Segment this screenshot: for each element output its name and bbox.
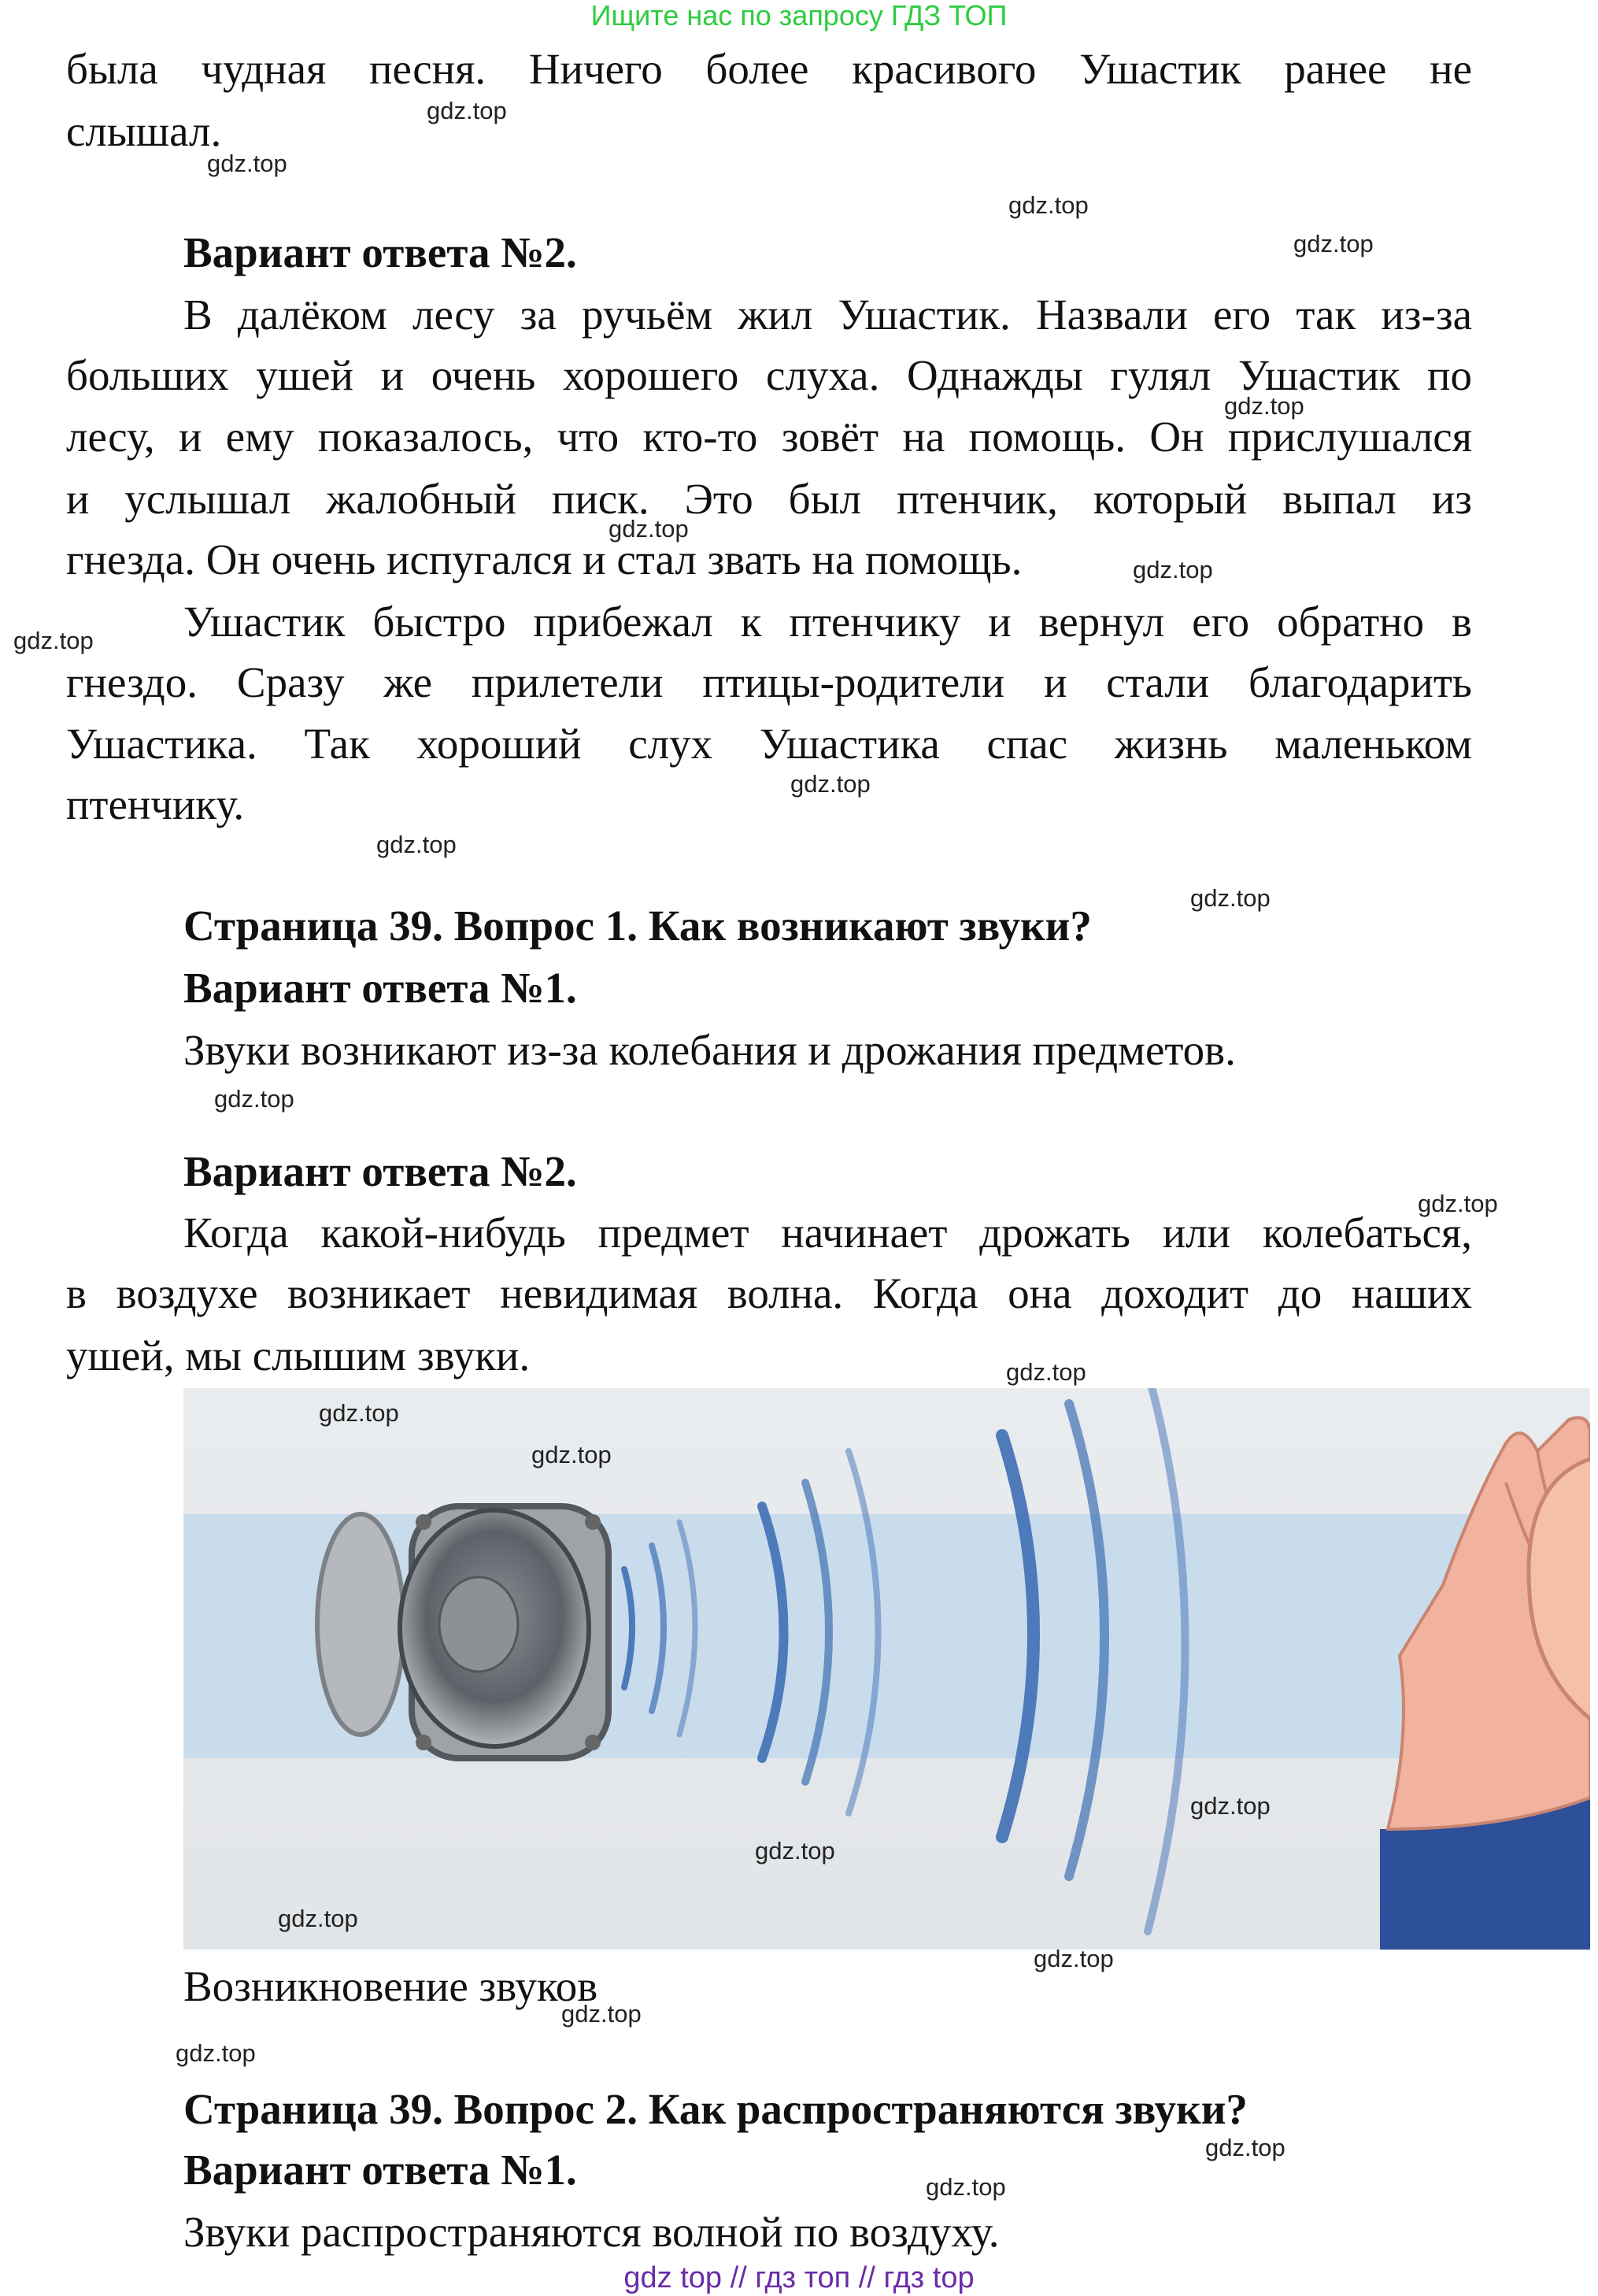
watermark: gdz.top [755,1837,835,1865]
watermark: gdz.top [427,97,507,124]
answer-heading: Вариант ответа №2. [183,228,577,276]
answer-heading: Вариант ответа №1. [183,2146,577,2194]
watermark: gdz.top [1190,1792,1271,1820]
text-line: Звуки распространяются волной по воздуху. [183,2208,1000,2256]
question-heading: Страница 39. Вопрос 2. Как распространяются звуки? [183,2085,1248,2133]
watermark: gdz.top [214,1085,294,1113]
text-line: слышал. [66,107,222,155]
watermark: gdz.top [319,1399,399,1427]
text-line: птенчику. [66,780,245,828]
speaker-icon [317,1506,608,1758]
text-line: и услышал жалобный писк. Это был птенчик, который выпал из [66,475,1472,523]
watermark: gdz.top [1224,392,1304,420]
footer-links[interactable]: gdz top // гдз топ // гдз top [623,2261,975,2294]
watermark: gdz.top [926,2173,1006,2201]
text-line: больших ушей и очень хорошего слуха. Однажды гулял Ушастик по [66,351,1472,399]
figure-caption: Возникновение звуков [183,1962,598,2010]
text-line: лесу, и ему показалось, что кто-то зовёт на помощь. Он прислушался [66,413,1472,461]
text-line: гнездо. Сразу же прилетели птицы-родители и стали благодарить [66,658,1472,706]
watermark: gdz.top [1034,1945,1114,1972]
text-line: Звуки возникают из-за колебания и дрожания предметов. [183,1026,1236,1074]
text-line: в воздухе возникает невидимая волна. Когда она доходит до наших [66,1269,1472,1317]
watermark: gdz.top [561,2000,642,2028]
watermark: gdz.top [1008,191,1089,219]
watermark: gdz.top [1205,2134,1285,2161]
sound-illustration [183,1388,1590,1950]
watermark: gdz.top [1190,884,1271,912]
text-line: гнезда. Он очень испугался и стал звать на помощь. [66,535,1023,583]
watermark: gdz.top [608,515,689,543]
watermark: gdz.top [1133,556,1213,583]
watermark: gdz.top [1293,230,1374,257]
text-line: ушей, мы слышим звуки. [66,1331,531,1379]
text-line: Ушастик быстро прибежал к птенчику и вернул его обратно в [183,598,1472,646]
text-line: В далёком лесу за ручьём жил Ушастик. Назвали его так из-за [183,291,1472,339]
watermark: gdz.top [790,770,871,798]
watermark: gdz.top [278,1905,358,1932]
text-line: Ушастика. Так хороший слух Ушастика спас жизнь маленьком [66,720,1472,768]
answer-heading: Вариант ответа №2. [183,1147,577,1195]
watermark: gdz.top [176,2039,256,2067]
text-line: была чудная песня. Ничего более красивого Ушастик ранее не [66,45,1472,93]
watermark: gdz.top [376,831,457,858]
search-banner[interactable]: Ищите нас по запросу ГДЗ ТОП [590,0,1008,31]
watermark: gdz.top [207,150,287,177]
watermark: gdz.top [1006,1358,1086,1386]
watermark: gdz.top [531,1441,612,1468]
watermark: gdz.top [1418,1190,1498,1217]
text-line: Когда какой-нибудь предмет начинает дрожать или колебаться, [183,1209,1472,1257]
speaker-waves-ear-image [183,1388,1590,1950]
answer-heading: Вариант ответа №1. [183,964,577,1012]
watermark: gdz.top [13,627,94,654]
question-heading: Страница 39. Вопрос 1. Как возникают звуки? [183,902,1092,950]
